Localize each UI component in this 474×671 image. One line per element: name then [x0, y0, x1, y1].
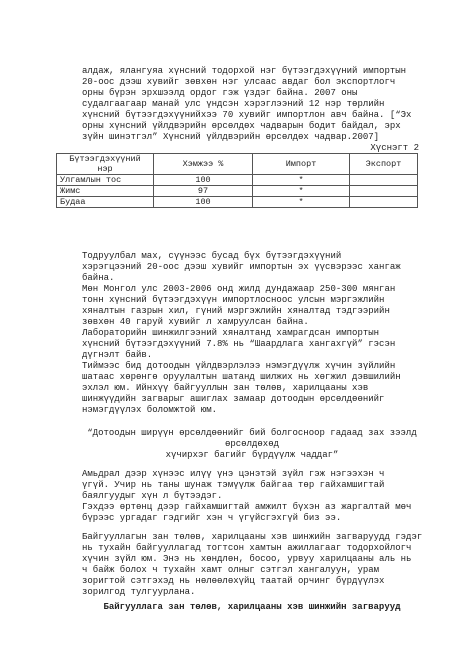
text-line: Байгууллагын зан төлөв, харилцааны хэв шинжийн загваруудд гэдэг: [82, 532, 422, 542]
table-cell: [350, 197, 418, 208]
table-cell: 100: [154, 197, 253, 208]
table-cell: *: [253, 186, 350, 197]
table-cell: Будаа: [57, 197, 154, 208]
column-header: Импорт: [253, 154, 350, 175]
table-caption: Хүснэгт 2: [370, 143, 419, 153]
table-cell: *: [253, 197, 350, 208]
text-line: эхлэл юм. Ийнхүү байгууллын зан төлөв, харилцааны хэв: [82, 383, 369, 393]
text-line: 20-оос дээш хувийг зөвхөн нэг улсаас авдаг бол экспортлогч: [82, 77, 396, 87]
table-cell: [350, 175, 418, 186]
text-line: хүнсний бүтээгдэхүүнийхээ 70 хувийг импортлон авч байна. [“Эх: [82, 110, 412, 120]
text-line: хяналтын газрын хил, гүний мэргэжлийн хяналтад тэдгээрийн: [82, 306, 390, 316]
paragraph-human-value: [82, 469, 422, 524]
text-line: хүчин зүйл юм. Энэ нь хөндлөн, босоо, урвуу харилцааны аль нь: [82, 554, 412, 564]
text-line: хүнсний бүтээгдэхүүний 7.8% нь “Шаардлага хангахгүй” гэсэн: [82, 339, 396, 349]
table-cell: *: [253, 175, 350, 186]
text-line: байна.: [82, 273, 115, 283]
text-line: нь тухайн байгууллагад тогтсон хамтын ажиллагааг тодорхойлогч: [82, 543, 412, 553]
text-line: зөвхөн 40 гаруй хувийг л хамруулсан байна.: [82, 317, 309, 327]
text-line: Лабораторийн шинжилгээний хяналтанд хамрагдсан импортын: [82, 328, 380, 338]
column-header: Хэмжээ %: [154, 154, 253, 175]
table-cell: Улгамлын тос: [57, 175, 154, 186]
text-line: дүгнэлт байв.: [82, 350, 153, 360]
text-line: зүйн шинэтгэл” Хүнсний үйлдвэрийн өрсөлдөх чадвар.2007]: [82, 132, 380, 142]
paragraph-domestic-production: [82, 251, 422, 416]
paragraph-import-dependence: [82, 66, 422, 143]
table-header-row: [57, 154, 418, 175]
text-line: судалгаагаар манай улс үндсэн хэрэглээний 12 нэр төрлийн: [82, 99, 385, 109]
table-row: [57, 186, 418, 197]
text-line: Мөн Монгол улс 2003-2006 онд жилд дундажаар 250-300 мянган: [82, 284, 396, 294]
paragraph-behavior-models: [82, 532, 422, 598]
text-line: орны бүрэн эрхшээлд ордог гэж үздэг байна. 2007 оны: [82, 88, 358, 98]
text-line: Тиймээс бид дотоодын үйлдвэрлэлээ нэмэгдүүлж хүчин зүйлийн: [82, 361, 396, 371]
text-line: шинжүүдийн загварыг ашиглах замаар дотоодын өрсөлдөөнийг: [82, 394, 385, 404]
quote-block: [82, 428, 422, 461]
text-line: бүрээс ургадаг гэдгийг хэн ч үгүйсгэхгүй биз ээ.: [82, 513, 342, 523]
text-line: алдаж, ялангуяа хүнсний тодорхой нэг бүтээгдэхүүний импортын: [82, 66, 407, 76]
text-line: баялгуудыг хүн л бүтээдэг.: [82, 491, 223, 501]
text-line: ч байж болох ч тухайн хамт олныг сэтгэл хангалуун, урам: [82, 565, 380, 575]
text-line: тонн хүнсний бүтээгдэхүүн импортлосноос улсын мэргэжлийн: [82, 295, 385, 305]
text-line: зоригтой сэтгэхэд нь нөлөөлөхүйц таатай орчинг бүрдүүлэх: [82, 576, 385, 586]
text-line: Тодруулбал мах, сүүнээс бусад бүх бүтээгдэхүүний: [82, 251, 342, 261]
text-line: хэрэгцээний 20-оос дээш хувийг импортын эх үүсвэрээс хангаж: [82, 262, 401, 272]
column-header: Бүтээгдэхүүний нэр: [57, 154, 154, 175]
table-row: [57, 197, 418, 208]
quote-line: “Дотоодын шиpүүн өрсөлдөөнийг бий болгосноор гадаад зах зээлд: [87, 428, 417, 438]
text-line: орны хүнсний үйлдвэрийн өрсөлдөх чадварын бодит байдал, эрх: [82, 121, 401, 131]
table-cell: 97: [154, 186, 253, 197]
text-line: шатаас хөрөнгө оруулалтын шатанд шилжих нь хөгжил дэвшилийн: [82, 372, 401, 382]
section-heading: Байгууллага зан төлөв, харилцааны хэв шинжийн загварууд: [103, 602, 401, 612]
text-line: Амьдрал дээр хүнээс илүү үнэ цэнэтэй зүйл гэж нэгээхэн ч: [82, 469, 385, 479]
table-row: [57, 175, 418, 186]
import-table: [56, 153, 418, 208]
text-line: зорилгод тулгуурлана.: [82, 587, 196, 597]
text-line: Гэхдээ өртөнц дээр гайхамшигтай амжилт бүхэн аз жаргалтай мөч: [82, 502, 412, 512]
text-line: нэмэгдүүлэх боломжтой юм.: [82, 405, 218, 415]
column-header: Экспорт: [350, 154, 418, 175]
table-cell: Жимс: [57, 186, 154, 197]
text-line: үгүй. Учир нь таны шунаж тэмүүлж байгаа төр гайхамшигтай: [82, 480, 385, 490]
quote-line: өрсөлдөхөд: [224, 439, 279, 449]
table-cell: 100: [154, 175, 253, 186]
table-cell: [350, 186, 418, 197]
quote-line: хүчирхэг багийг бүрдүүлж чаддаг”: [165, 450, 339, 460]
